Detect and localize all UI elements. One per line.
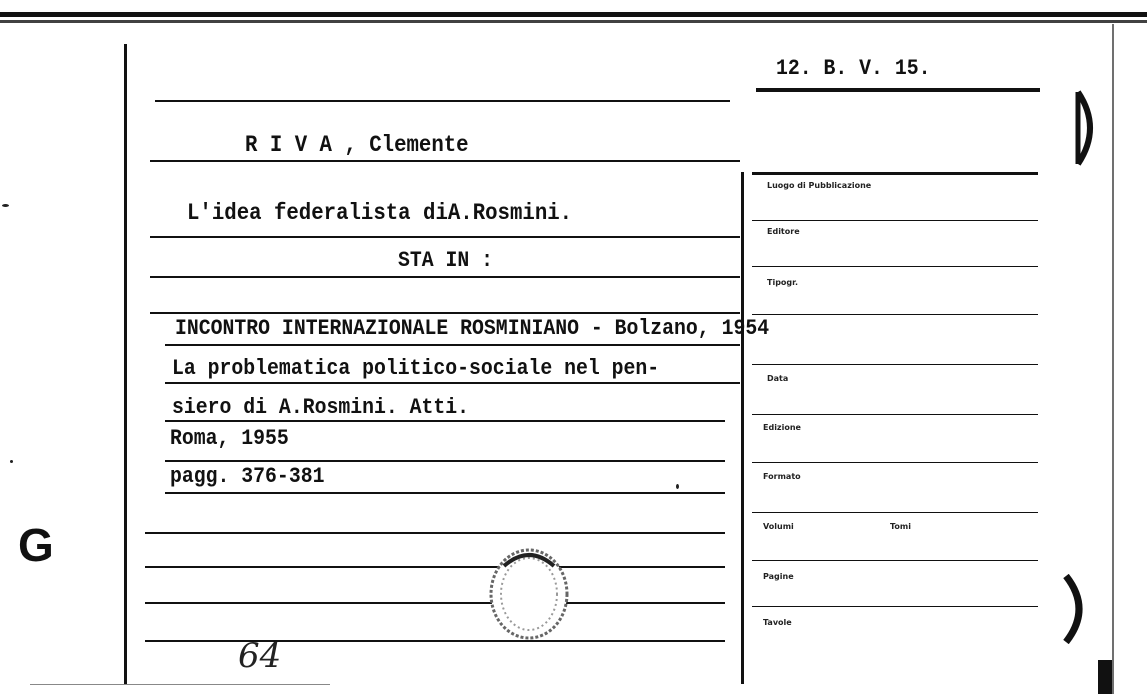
side-rule	[752, 414, 1038, 415]
line-rule	[150, 312, 740, 314]
line-rule	[150, 276, 740, 278]
side-rule	[752, 314, 1038, 315]
field-edizione: Edizione	[763, 423, 801, 432]
line-rule	[145, 602, 725, 604]
line-rule	[150, 160, 740, 162]
line-rule	[155, 100, 730, 102]
top-edge-rule-2	[0, 20, 1147, 23]
side-column-line	[741, 172, 744, 684]
in-label: STA IN :	[398, 248, 494, 273]
right-bracket-icon	[1072, 90, 1102, 166]
side-rule	[752, 606, 1038, 607]
line-rule	[150, 236, 740, 238]
speck	[10, 460, 13, 463]
line-rule	[145, 532, 725, 534]
field-luogo: Luogo di Pubblicazione	[767, 181, 872, 190]
line-rule	[145, 640, 725, 642]
field-tipogr: Tipogr.	[767, 278, 798, 287]
line-rule	[165, 492, 725, 494]
source-line: siero di A.Rosmini. Atti.	[172, 395, 470, 420]
line-rule	[165, 382, 740, 384]
author: R I V A , Clemente	[245, 132, 469, 158]
side-rule	[752, 220, 1038, 221]
source-line: INCONTRO INTERNAZIONALE ROSMINIANO - Bolzano, 1954	[175, 316, 770, 341]
bottom-edge-rule	[30, 684, 330, 685]
field-data: Data	[767, 374, 789, 383]
side-rule	[752, 462, 1038, 463]
field-editore: Editore	[767, 227, 800, 236]
handwritten-number: 64	[238, 636, 282, 676]
side-rule	[752, 364, 1038, 365]
index-letter: G	[18, 519, 54, 571]
right-bracket-icon	[1060, 574, 1090, 644]
source-line: pagg. 376-381	[170, 464, 325, 489]
line-rule	[145, 566, 725, 568]
side-rule	[752, 560, 1038, 561]
line-rule	[165, 460, 725, 462]
source-line: Roma, 1955	[170, 426, 289, 451]
field-tomi: Tomi	[890, 522, 911, 531]
line-rule	[165, 344, 740, 346]
line-rule	[165, 420, 725, 422]
right-edge-shadow	[1098, 660, 1112, 694]
side-rule	[752, 172, 1038, 175]
left-margin-line	[124, 44, 127, 684]
shelfmark: 12. B. V. 15.	[776, 56, 931, 81]
field-tavole: Tavole	[763, 618, 792, 627]
title: L'idea federalista diA.Rosmini.	[187, 200, 573, 226]
shelfmark-rule	[756, 88, 1040, 92]
source-line: La problematica politico-sociale nel pen-	[172, 356, 660, 381]
speck	[676, 484, 679, 489]
side-rule	[752, 266, 1038, 267]
field-volumi: Volumi	[763, 522, 794, 531]
punch-hole-icon	[484, 546, 574, 642]
speck	[2, 204, 9, 207]
field-pagine: Pagine	[763, 572, 794, 581]
top-edge-rule	[0, 12, 1147, 17]
side-rule	[752, 512, 1038, 513]
right-edge-line	[1112, 24, 1114, 694]
field-formato: Formato	[763, 472, 801, 481]
